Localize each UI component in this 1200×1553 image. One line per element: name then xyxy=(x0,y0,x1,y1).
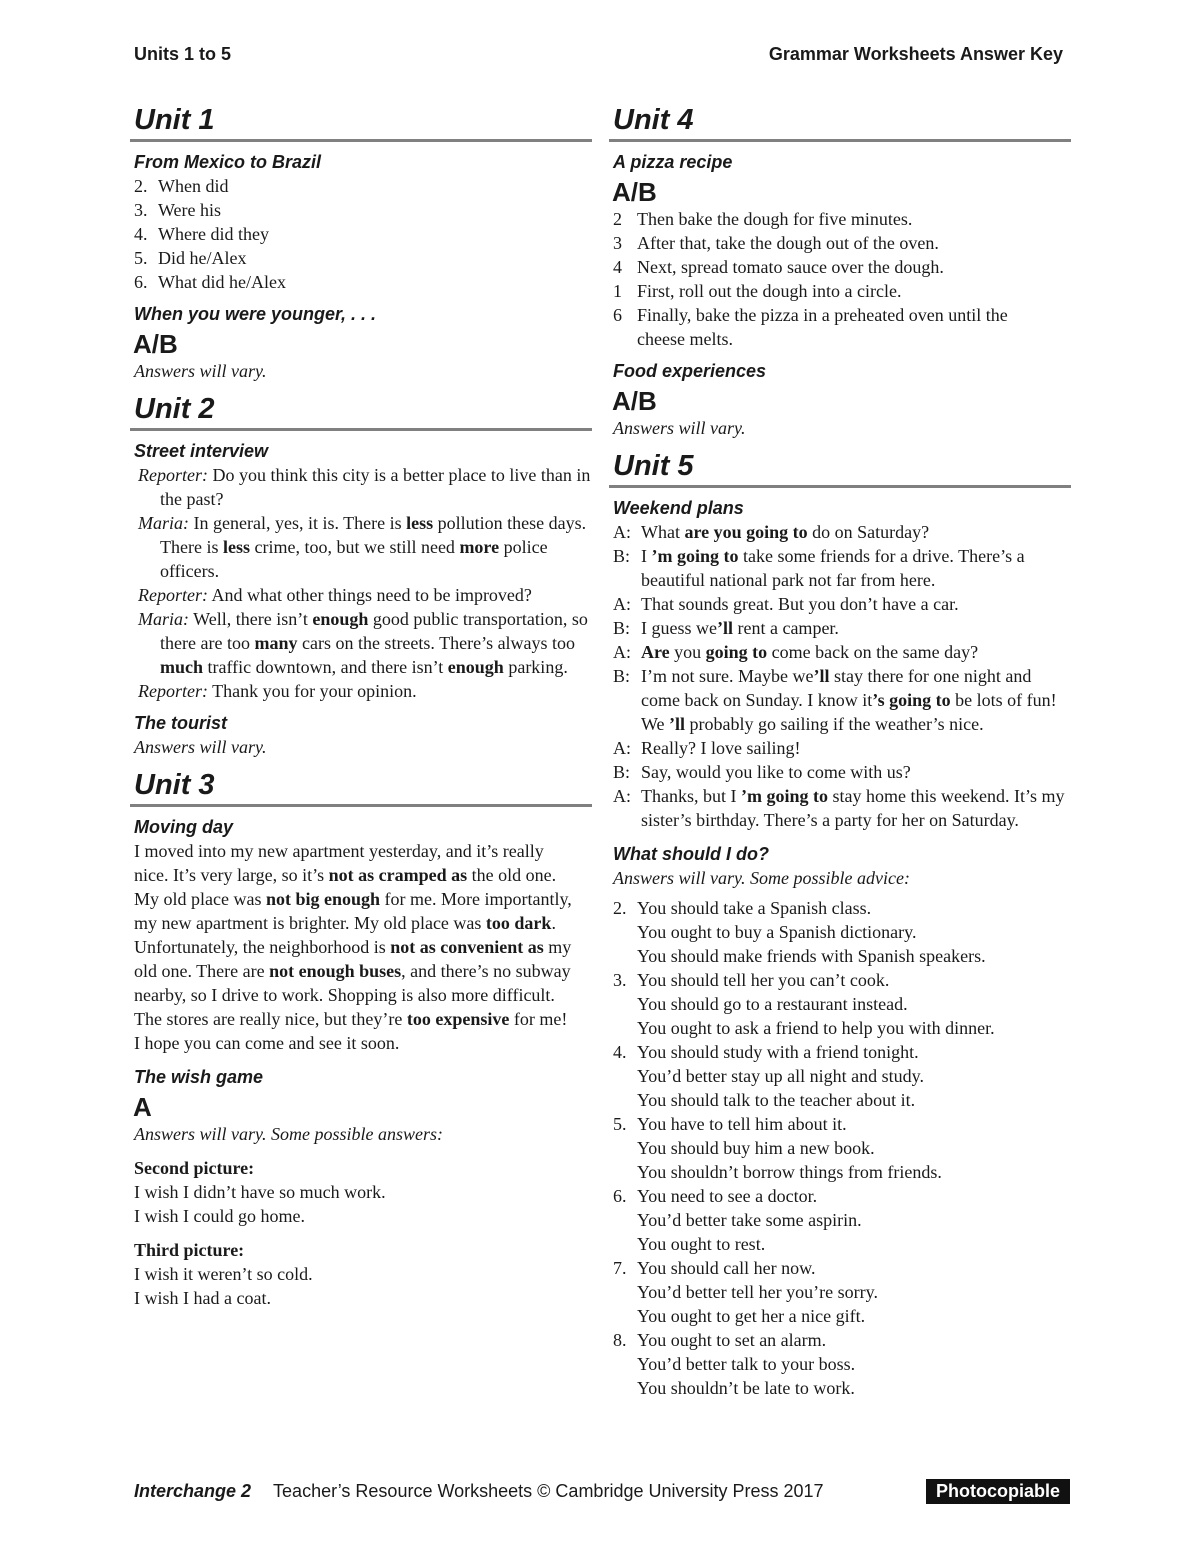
page-footer xyxy=(134,1478,1070,1504)
dialogue-line: Maria: In general, yes, it is. There is less pollution these days. There is less crime, too, but we still need more police officers. xyxy=(138,513,587,581)
unit-5 xyxy=(609,448,1071,1400)
list-item: 4 Next, spread tomato sauce over the dough. xyxy=(613,257,944,277)
advice-list xyxy=(609,896,1071,1400)
dialogue-line: Maria: Well, there isn’t enough good public transportation, so there are too many cars on the streets. There’s always too much traffic downtown, and there isn’t enough parking. xyxy=(138,609,588,677)
unit-title: Unit 1 xyxy=(134,104,215,136)
unit-title: Unit 2 xyxy=(134,393,215,425)
section-heading: Food experiences xyxy=(613,361,767,381)
answer-line: I wish I didn’t have so much work. xyxy=(134,1182,386,1202)
list-item: 6 Finally, bake the pizza in a preheated oven until the cheese melts. xyxy=(613,305,1008,349)
dialogue-line: A: Really? I love sailing! xyxy=(613,738,801,758)
section-heading: From Mexico to Brazil xyxy=(134,152,322,172)
running-header-left: Units 1 to 5 xyxy=(134,44,232,64)
dialogue-line: Reporter: Do you think this city is a better place to live than in the past? xyxy=(138,465,591,509)
list-item: 4. Where did they xyxy=(134,224,269,244)
right-column xyxy=(609,102,1071,1400)
unit-4 xyxy=(609,102,1071,440)
footer-brand: Interchange 2 xyxy=(134,1480,252,1501)
dialogue-line: B: I ’m going to take some friends for a drive. There’s a beautiful national park not far from here. xyxy=(613,546,1025,590)
running-header-right: Grammar Worksheets Answer Key xyxy=(768,44,1063,64)
unit-2 xyxy=(130,391,592,759)
unit-title: Unit 4 xyxy=(613,104,694,136)
answers-note: Answers will vary. Some possible advice: xyxy=(613,868,910,888)
dialogue-line: B: Say, would you like to come with us? xyxy=(613,762,911,782)
list-item: 3. Were his xyxy=(134,200,222,220)
section-heading: What should I do? xyxy=(613,844,769,864)
exercise-label: A xyxy=(133,1092,152,1122)
section-heading: When you were younger, . . . xyxy=(134,304,377,324)
dialogue-line: A: Are you going to come back on the same day? xyxy=(613,642,979,662)
footer-copyright: Teacher’s Resource Worksheets © Cambridge University Press 2017 xyxy=(273,1480,824,1501)
dialogue xyxy=(609,520,1071,832)
unit-title: Unit 3 xyxy=(134,769,215,801)
section-heading: Moving day xyxy=(134,817,234,837)
section-heading: The wish game xyxy=(134,1067,264,1087)
exercise-label: A/B xyxy=(612,386,657,416)
dialogue-line: Reporter: And what other things need to be improved? xyxy=(138,585,532,605)
answer-line: I wish it weren’t so cold. xyxy=(134,1264,313,1284)
list-item: 4. You should study with a friend tonight. You’d better stay up all night and study. You should talk to the teacher about it. xyxy=(613,1042,924,1110)
unit-3 xyxy=(130,767,592,1310)
paragraph: I moved into my new apartment yesterday, and it’s really nice. It’s very large, so it’s not as cramped as the old one. My old place was not big enough for me. More importantly, my new apartment is brighter. My old place was too dark. Unfortunately, the neighborhood is not as convenient as my old one. There are not enough buses, and there’s no subway nearby, so I drive to work. Shopping is also more difficult. The stores are really nice, but they’re too expensive for me! I hope you can come and see it soon. xyxy=(134,841,572,1053)
answer-line: I wish I could go home. xyxy=(134,1206,305,1226)
subheading: Second picture: xyxy=(134,1158,255,1178)
exercise-label: A/B xyxy=(612,177,657,207)
answer-line: I wish I had a coat. xyxy=(134,1288,271,1308)
unit-divider xyxy=(130,428,592,431)
list-item: 3 After that, take the dough out of the oven. xyxy=(613,233,939,253)
unit-divider xyxy=(609,139,1071,142)
answer-list xyxy=(130,174,592,294)
unit-divider xyxy=(130,804,592,807)
dialogue-line: Reporter: Thank you for your opinion. xyxy=(138,681,417,701)
list-item: 2 Then bake the dough for five minutes. xyxy=(613,209,913,229)
list-item: 1 First, roll out the dough into a circle. xyxy=(613,281,902,301)
dialogue-line: B: I guess we’ll rent a camper. xyxy=(613,618,839,638)
section-heading: Street interview xyxy=(134,441,269,461)
list-item: 2. When did xyxy=(134,176,229,196)
list-item: 6. What did he/Alex xyxy=(134,272,286,292)
unit-1 xyxy=(130,102,592,383)
list-item: 5. You have to tell him about it. You should buy him a new book. You shouldn’t borrow things from friends. xyxy=(613,1114,942,1182)
section-heading: Weekend plans xyxy=(613,498,744,518)
list-item: 6. You need to see a doctor. You’d better take some aspirin. You ought to rest. xyxy=(613,1186,862,1254)
list-item: 5. Did he/Alex xyxy=(134,248,247,268)
dialogue xyxy=(130,463,592,703)
subheading: Third picture: xyxy=(134,1240,245,1260)
unit-title: Unit 5 xyxy=(613,450,694,482)
left-column xyxy=(130,102,592,1310)
section-heading: A pizza recipe xyxy=(613,152,733,172)
dialogue-line: B: I’m not sure. Maybe we’ll stay there for one night and come back on Sunday. I know it’s going to be lots of fun! We ’ll probably go sailing if the weather’s nice. xyxy=(613,666,1057,734)
unit-divider xyxy=(130,139,592,142)
list-item: 2. You should take a Spanish class. You ought to buy a Spanish dictionary. You should make friends with Spanish speakers. xyxy=(613,898,986,966)
photocopiable-badge: Photocopiable xyxy=(926,1479,1070,1504)
dialogue-line: A: Thanks, but I ’m going to stay home this weekend. It’s my sister’s birthday. There’s a party for her on Saturday. xyxy=(613,786,1065,830)
section-heading: The tourist xyxy=(134,713,227,733)
answers-note: Answers will vary. xyxy=(134,361,267,381)
answers-note: Answers will vary. xyxy=(613,418,746,438)
unit-divider xyxy=(609,485,1071,488)
answers-note: Answers will vary. xyxy=(134,737,267,757)
list-item: 3. You should tell her you can’t cook. You should go to a restaurant instead. You ought to ask a friend to help you with dinner. xyxy=(613,970,995,1038)
answer-list xyxy=(609,207,1071,351)
exercise-label: A/B xyxy=(133,329,178,359)
dialogue-line: A: What are you going to do on Saturday? xyxy=(613,522,930,542)
list-item: 8. You ought to set an alarm. You’d better talk to your boss. You shouldn’t be late to work. xyxy=(613,1330,856,1398)
dialogue-line: A: That sounds great. But you don’t have a car. xyxy=(613,594,959,614)
list-item: 7. You should call her now. You’d better tell her you’re sorry. You ought to get her a nice gift. xyxy=(613,1258,878,1326)
answers-note: Answers will vary. Some possible answers: xyxy=(134,1124,443,1144)
